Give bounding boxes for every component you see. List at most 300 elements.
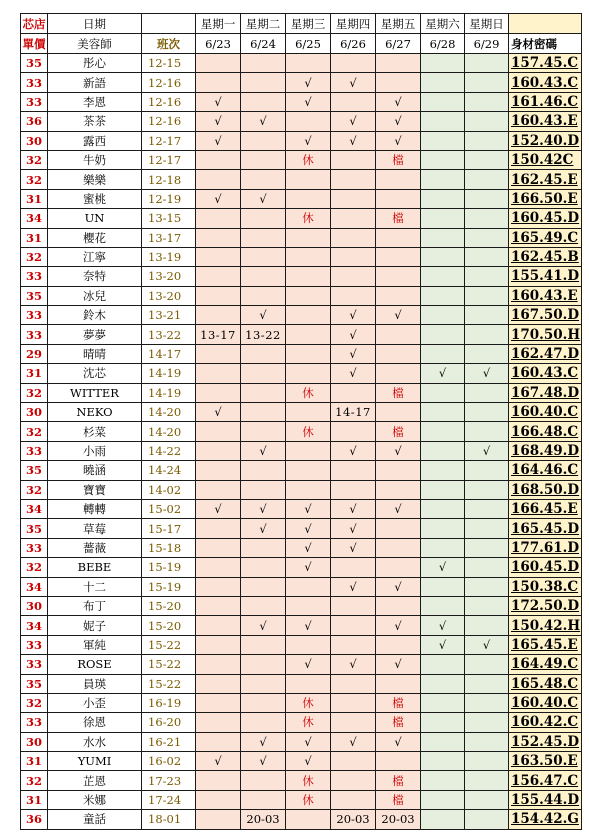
day-cell-fri: 檔 (376, 209, 421, 228)
schedule-table (20, 13, 582, 830)
price-cell: 31 (21, 364, 48, 383)
day-cell-thu (331, 480, 376, 499)
price-cell: 30 (21, 596, 48, 615)
stylist-name-cell: 夢夢 (48, 325, 142, 344)
size-code-cell: 170.50.H (509, 325, 582, 344)
day-cell-mon (196, 616, 241, 635)
size-code-cell: 162.45.E (509, 170, 582, 189)
day-cell-tue (241, 693, 286, 712)
price-cell: 32 (21, 693, 48, 712)
day-cell-thu: √ (331, 73, 376, 92)
day-cell-thu: 20-03 (331, 810, 376, 829)
day-cell-wed (286, 267, 331, 286)
stylist-name-cell: 李恩 (48, 92, 142, 111)
price-cell: 33 (21, 538, 48, 557)
day-name-mon: 星期一 (196, 14, 241, 34)
stylist-name-cell: UN (48, 209, 142, 228)
day-cell-sat (421, 112, 465, 131)
day-cell-mon (196, 209, 241, 228)
day-cell-thu (331, 422, 376, 441)
table-row (21, 247, 582, 266)
day-cell-mon: 13-17 (196, 325, 241, 344)
day-name-thu: 星期四 (331, 14, 376, 34)
day-cell-thu (331, 150, 376, 169)
stylist-name-cell: 軍純 (48, 635, 142, 654)
shift-cell: 15-02 (142, 499, 196, 518)
day-cell-fri: 檔 (376, 771, 421, 790)
shift-cell: 12-19 (142, 189, 196, 208)
shift-cell: 15-20 (142, 616, 196, 635)
table-row (21, 441, 582, 460)
day-cell-sun: √ (465, 635, 509, 654)
day-cell-fri (376, 558, 421, 577)
price-cell: 31 (21, 790, 48, 809)
price-cell: 31 (21, 752, 48, 771)
size-code-cell: 165.45.D (509, 519, 582, 538)
day-cell-sat (421, 441, 465, 460)
day-cell-sun (465, 499, 509, 518)
stylist-name-cell: 轉轉 (48, 499, 142, 518)
stylist-name-cell: 樂樂 (48, 170, 142, 189)
stylist-name-cell: ROSE (48, 655, 142, 674)
day-cell-tue (241, 364, 286, 383)
size-code-cell: 157.45.C (509, 54, 582, 73)
day-cell-mon (196, 364, 241, 383)
day-cell-mon (196, 693, 241, 712)
size-code-cell: 160.45.D (509, 209, 582, 228)
day-cell-mon (196, 247, 241, 266)
day-cell-wed: √ (286, 92, 331, 111)
stylist-name-cell: NEKO (48, 403, 142, 422)
stylist-name-cell: 員瑛 (48, 674, 142, 693)
shift-cell: 15-22 (142, 655, 196, 674)
day-cell-tue: √ (241, 499, 286, 518)
stylist-name-cell: 鈴木 (48, 306, 142, 325)
size-code-cell: 172.50.D (509, 596, 582, 615)
day-cell-wed: √ (286, 558, 331, 577)
day-cell-sat (421, 150, 465, 169)
day-cell-wed: √ (286, 538, 331, 557)
day-cell-tue: √ (241, 112, 286, 131)
day-cell-sat (421, 519, 465, 538)
header-row-days (21, 14, 582, 34)
day-cell-thu: √ (331, 577, 376, 596)
day-cell-wed (286, 325, 331, 344)
day-cell-wed: √ (286, 655, 331, 674)
day-cell-wed (286, 228, 331, 247)
date-fri: 6/27 (376, 34, 421, 54)
day-cell-thu (331, 54, 376, 73)
day-cell-thu: √ (331, 538, 376, 557)
day-cell-fri (376, 403, 421, 422)
day-cell-mon (196, 344, 241, 363)
day-cell-sat (421, 247, 465, 266)
day-cell-sun (465, 790, 509, 809)
day-cell-wed (286, 189, 331, 208)
price-cell: 33 (21, 713, 48, 732)
day-cell-sun (465, 131, 509, 150)
table-row (21, 325, 582, 344)
table-row (21, 616, 582, 635)
day-cell-wed: 休 (286, 790, 331, 809)
day-cell-fri: √ (376, 577, 421, 596)
day-cell-wed (286, 635, 331, 654)
day-cell-thu (331, 635, 376, 654)
day-cell-thu (331, 170, 376, 189)
size-code-cell: 165.48.C (509, 674, 582, 693)
day-cell-sun (465, 306, 509, 325)
stylist-name-cell: 蜜桃 (48, 189, 142, 208)
day-cell-mon: √ (196, 92, 241, 111)
day-cell-wed: 休 (286, 693, 331, 712)
day-cell-thu (331, 790, 376, 809)
day-cell-sun (465, 247, 509, 266)
day-cell-thu: √ (331, 306, 376, 325)
day-cell-fri: √ (376, 131, 421, 150)
table-row (21, 655, 582, 674)
shift-cell: 13-15 (142, 209, 196, 228)
day-cell-sat (421, 461, 465, 480)
day-cell-thu (331, 713, 376, 732)
day-cell-fri (376, 54, 421, 73)
day-cell-mon (196, 286, 241, 305)
day-cell-sun (465, 577, 509, 596)
stylist-name-cell: 布丁 (48, 596, 142, 615)
day-cell-thu (331, 209, 376, 228)
stylist-name-cell: BEBE (48, 558, 142, 577)
day-cell-mon (196, 713, 241, 732)
day-cell-wed (286, 674, 331, 693)
day-cell-sat (421, 344, 465, 363)
day-cell-mon (196, 732, 241, 751)
day-cell-tue (241, 461, 286, 480)
day-cell-thu: √ (331, 519, 376, 538)
day-cell-fri: 檔 (376, 693, 421, 712)
price-cell: 30 (21, 732, 48, 751)
stylist-name-cell: 新語 (48, 73, 142, 92)
day-cell-wed (286, 112, 331, 131)
size-code-cell: 150.42C (509, 150, 582, 169)
day-cell-sun (465, 325, 509, 344)
size-code-cell: 155.41.D (509, 267, 582, 286)
day-cell-tue (241, 596, 286, 615)
stylist-name-cell: 草莓 (48, 519, 142, 538)
date-mon: 6/23 (196, 34, 241, 54)
size-code-cell: 166.45.E (509, 499, 582, 518)
table-row (21, 596, 582, 615)
price-cell: 32 (21, 480, 48, 499)
table-row (21, 713, 582, 732)
day-cell-wed: 休 (286, 209, 331, 228)
price-cell: 36 (21, 112, 48, 131)
day-cell-tue (241, 403, 286, 422)
shift-cell: 14-20 (142, 403, 196, 422)
day-cell-fri (376, 635, 421, 654)
stylist-name-cell: 江寧 (48, 247, 142, 266)
table-row (21, 558, 582, 577)
day-cell-sun (465, 752, 509, 771)
day-cell-mon (196, 422, 241, 441)
size-code-cell: 165.45.E (509, 635, 582, 654)
day-cell-tue (241, 247, 286, 266)
day-cell-tue (241, 577, 286, 596)
day-cell-fri (376, 325, 421, 344)
day-cell-wed: √ (286, 616, 331, 635)
table-row (21, 771, 582, 790)
stylist-name-cell: 茶茶 (48, 112, 142, 131)
day-cell-tue (241, 655, 286, 674)
table-row (21, 150, 582, 169)
day-cell-fri (376, 519, 421, 538)
day-cell-tue: √ (241, 519, 286, 538)
day-cell-thu (331, 693, 376, 712)
day-cell-sun (465, 344, 509, 363)
day-cell-sat (421, 325, 465, 344)
day-cell-fri (376, 538, 421, 557)
day-cell-mon (196, 771, 241, 790)
shift-cell: 12-16 (142, 73, 196, 92)
stylist-name-cell: 小雨 (48, 441, 142, 460)
day-cell-thu: 14-17 (331, 403, 376, 422)
table-row (21, 480, 582, 499)
stylist-name-cell: 徐恩 (48, 713, 142, 732)
shift-cell: 13-20 (142, 267, 196, 286)
stylist-name-cell: 櫻花 (48, 228, 142, 247)
price-cell: 33 (21, 325, 48, 344)
day-cell-sun (465, 771, 509, 790)
day-cell-mon (196, 383, 241, 402)
header-blank (142, 14, 196, 34)
date-wed: 6/25 (286, 34, 331, 54)
shift-cell: 14-19 (142, 364, 196, 383)
day-cell-wed: 休 (286, 771, 331, 790)
stylist-name-cell: 薔薇 (48, 538, 142, 557)
size-code-cell: 160.40.C (509, 403, 582, 422)
day-cell-tue (241, 131, 286, 150)
shift-label: 班次 (142, 34, 196, 54)
day-cell-thu: √ (331, 655, 376, 674)
size-code-cell: 160.43.E (509, 112, 582, 131)
day-cell-fri (376, 170, 421, 189)
table-row (21, 228, 582, 247)
day-name-wed: 星期三 (286, 14, 331, 34)
price-cell: 31 (21, 228, 48, 247)
table-row (21, 790, 582, 809)
day-cell-sat (421, 54, 465, 73)
day-cell-tue (241, 771, 286, 790)
day-cell-mon: √ (196, 499, 241, 518)
day-cell-fri: √ (376, 306, 421, 325)
day-cell-sun (465, 596, 509, 615)
table-row (21, 810, 582, 829)
day-cell-thu: √ (331, 325, 376, 344)
size-code-cell: 167.50.D (509, 306, 582, 325)
day-cell-sat (421, 422, 465, 441)
day-cell-fri (376, 286, 421, 305)
day-cell-sat (421, 752, 465, 771)
stylist-name-cell: 小歪 (48, 693, 142, 712)
day-cell-sun (465, 713, 509, 732)
day-cell-thu (331, 461, 376, 480)
price-cell: 35 (21, 674, 48, 693)
price-cell: 33 (21, 73, 48, 92)
size-code-cell: 166.50.E (509, 189, 582, 208)
date-sat: 6/28 (421, 34, 465, 54)
size-code-cell: 168.50.D (509, 480, 582, 499)
day-cell-sat (421, 403, 465, 422)
shift-cell: 12-16 (142, 92, 196, 111)
day-cell-sun (465, 480, 509, 499)
day-cell-mon (196, 73, 241, 92)
day-cell-tue: √ (241, 616, 286, 635)
day-cell-sat (421, 538, 465, 557)
day-cell-fri: √ (376, 732, 421, 751)
day-cell-fri: 20-03 (376, 810, 421, 829)
day-cell-thu (331, 247, 376, 266)
day-cell-thu (331, 189, 376, 208)
day-cell-tue: √ (241, 732, 286, 751)
size-code-cell: 160.43.C (509, 73, 582, 92)
day-cell-tue (241, 635, 286, 654)
day-cell-fri: √ (376, 499, 421, 518)
day-name-fri: 星期五 (376, 14, 421, 34)
day-cell-thu (331, 383, 376, 402)
price-cell: 32 (21, 247, 48, 266)
day-cell-wed (286, 54, 331, 73)
day-cell-mon (196, 635, 241, 654)
shift-cell: 15-19 (142, 577, 196, 596)
stylist-name-cell: 杉菜 (48, 422, 142, 441)
shift-cell: 17-24 (142, 790, 196, 809)
price-cell: 33 (21, 635, 48, 654)
stylist-name-cell: 米娜 (48, 790, 142, 809)
price-label: 單價 (21, 34, 48, 54)
day-cell-wed (286, 344, 331, 363)
day-cell-thu (331, 286, 376, 305)
day-cell-fri (376, 228, 421, 247)
stylist-name-cell: 露西 (48, 131, 142, 150)
price-cell: 30 (21, 403, 48, 422)
day-cell-tue (241, 383, 286, 402)
day-cell-tue: 13-22 (241, 325, 286, 344)
price-cell: 33 (21, 441, 48, 460)
day-cell-thu (331, 92, 376, 111)
shift-cell: 14-19 (142, 383, 196, 402)
size-code-cell: 160.42.C (509, 713, 582, 732)
day-cell-sat (421, 771, 465, 790)
day-cell-tue (241, 73, 286, 92)
day-cell-sat (421, 674, 465, 693)
day-cell-fri (376, 73, 421, 92)
day-cell-sun (465, 538, 509, 557)
day-cell-sat (421, 499, 465, 518)
shift-cell: 13-20 (142, 286, 196, 305)
size-code-cell: 156.47.C (509, 771, 582, 790)
shift-cell: 15-20 (142, 596, 196, 615)
day-cell-sat (421, 810, 465, 829)
day-cell-sun (465, 519, 509, 538)
day-cell-wed (286, 577, 331, 596)
shift-cell: 12-15 (142, 54, 196, 73)
shift-cell: 16-19 (142, 693, 196, 712)
shift-cell: 12-17 (142, 131, 196, 150)
day-cell-mon (196, 461, 241, 480)
day-cell-wed: 休 (286, 383, 331, 402)
day-cell-sat (421, 383, 465, 402)
price-cell: 34 (21, 616, 48, 635)
day-cell-mon (196, 170, 241, 189)
stylist-name-cell: 十二 (48, 577, 142, 596)
day-cell-thu: √ (331, 499, 376, 518)
day-cell-sat (421, 306, 465, 325)
day-cell-wed: 休 (286, 422, 331, 441)
stylist-name-cell: 沈芯 (48, 364, 142, 383)
day-cell-mon (196, 267, 241, 286)
day-cell-sun: √ (465, 364, 509, 383)
price-cell: 29 (21, 344, 48, 363)
day-cell-thu (331, 267, 376, 286)
shift-cell: 14-20 (142, 422, 196, 441)
day-cell-sun (465, 693, 509, 712)
day-cell-tue (241, 480, 286, 499)
day-cell-sat: √ (421, 558, 465, 577)
day-cell-tue: √ (241, 189, 286, 208)
shift-cell: 15-18 (142, 538, 196, 557)
day-cell-fri: 檔 (376, 150, 421, 169)
day-cell-mon (196, 54, 241, 73)
table-row (21, 170, 582, 189)
day-cell-sat (421, 189, 465, 208)
shift-cell: 13-22 (142, 325, 196, 344)
day-cell-sun (465, 209, 509, 228)
day-cell-wed: 休 (286, 713, 331, 732)
stylist-name-cell: 寶寶 (48, 480, 142, 499)
price-cell: 32 (21, 771, 48, 790)
day-cell-mon: √ (196, 189, 241, 208)
shift-cell: 18-01 (142, 810, 196, 829)
day-cell-fri: 檔 (376, 713, 421, 732)
table-row (21, 189, 582, 208)
table-row (21, 209, 582, 228)
price-cell: 32 (21, 150, 48, 169)
day-cell-sun (465, 422, 509, 441)
day-name-sat: 星期六 (421, 14, 465, 34)
day-cell-fri (376, 752, 421, 771)
shift-cell: 15-17 (142, 519, 196, 538)
day-name-sun: 星期日 (465, 14, 509, 34)
day-cell-mon (196, 596, 241, 615)
day-cell-mon (196, 558, 241, 577)
day-cell-mon (196, 810, 241, 829)
table-row (21, 112, 582, 131)
day-cell-thu (331, 616, 376, 635)
stylist-name-cell: 水水 (48, 732, 142, 751)
table-row (21, 383, 582, 402)
shift-cell: 13-21 (142, 306, 196, 325)
day-cell-wed (286, 810, 331, 829)
day-cell-wed (286, 461, 331, 480)
size-code-cell: 160.45.D (509, 558, 582, 577)
day-cell-sat (421, 790, 465, 809)
price-cell: 33 (21, 267, 48, 286)
table-row (21, 693, 582, 712)
day-cell-wed: √ (286, 752, 331, 771)
day-cell-mon (196, 441, 241, 460)
day-cell-sat (421, 655, 465, 674)
day-cell-sun (465, 92, 509, 111)
day-cell-wed (286, 247, 331, 266)
shift-cell: 12-18 (142, 170, 196, 189)
